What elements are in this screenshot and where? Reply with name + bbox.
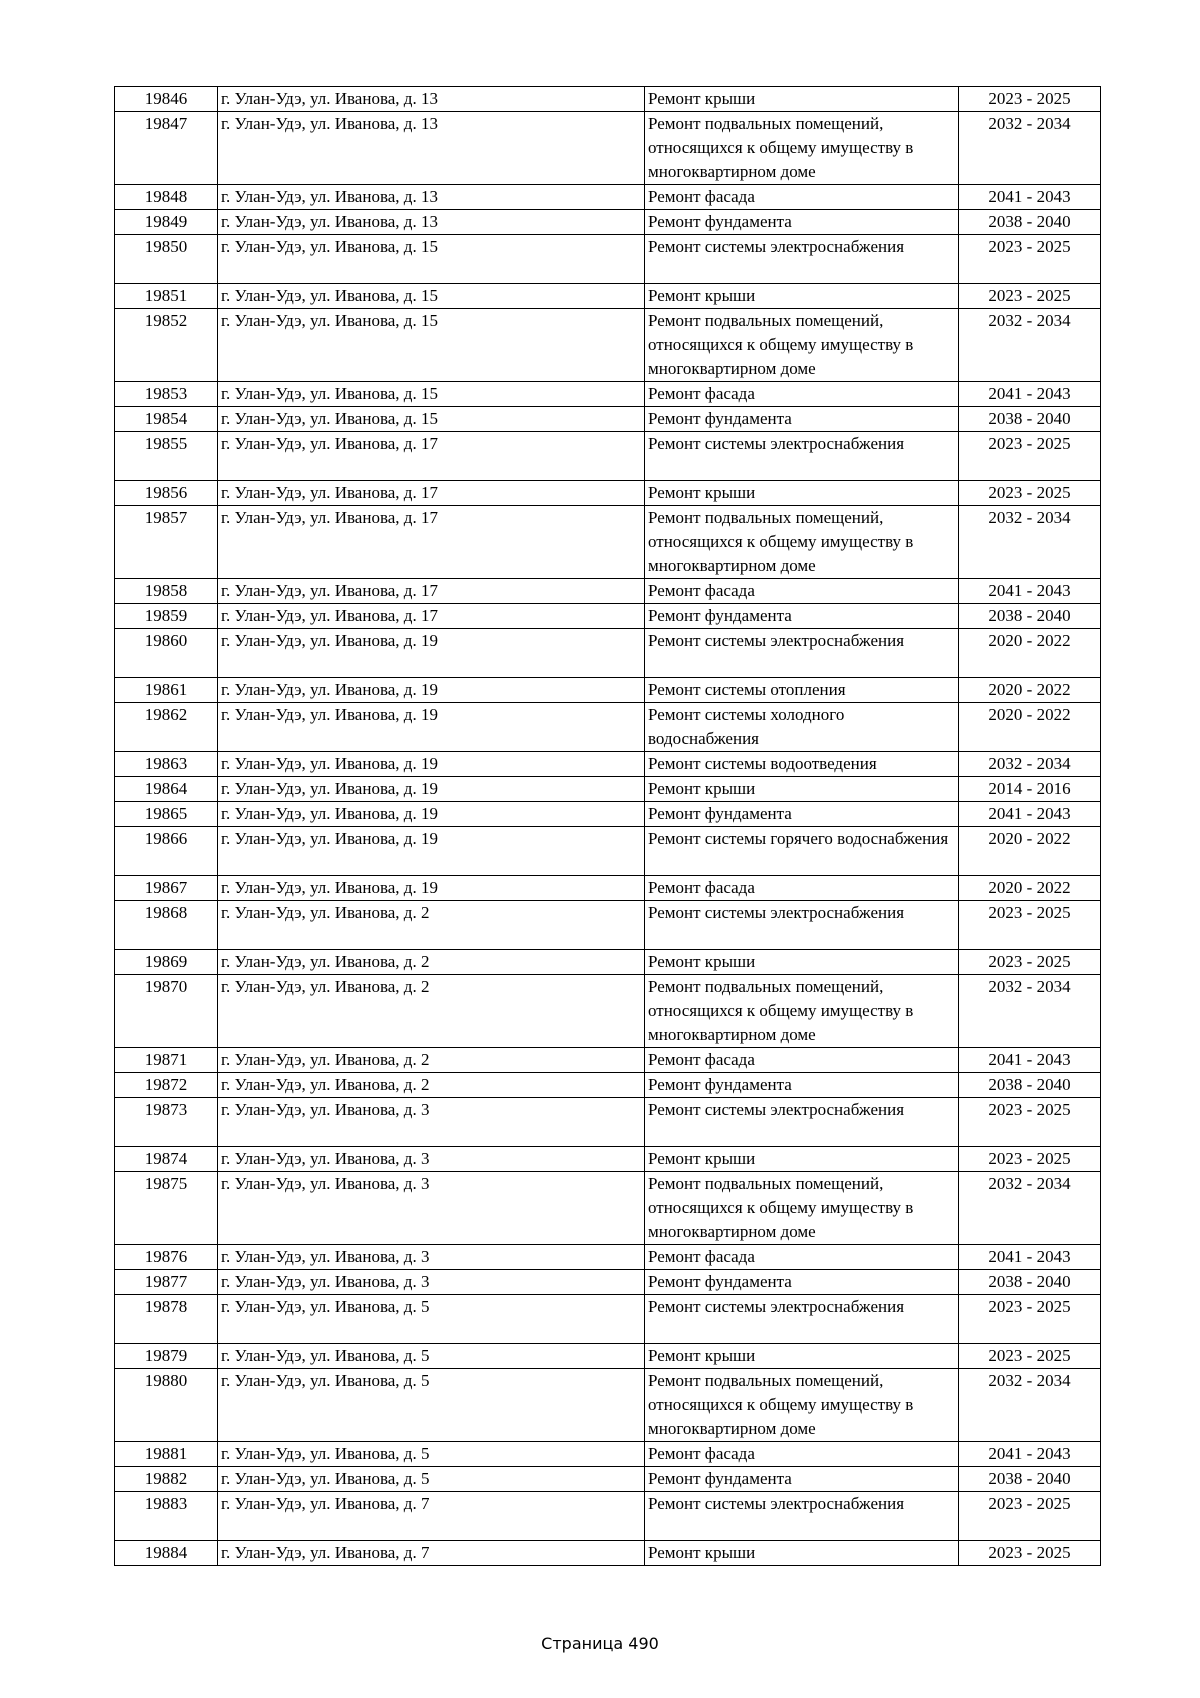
period-cell: 2023 - 2025 xyxy=(959,950,1101,975)
work-type-cell: Ремонт системы электроснабжения xyxy=(645,901,959,950)
table-row xyxy=(115,481,1101,506)
row-number-cell: 19861 xyxy=(115,678,218,703)
address-cell: г. Улан-Удэ, ул. Иванова, д. 15 xyxy=(218,284,645,309)
row-number-cell: 19848 xyxy=(115,185,218,210)
work-type-cell: Ремонт подвальных помещений, относящихся к общему имуществу в многоквартирном доме xyxy=(645,1369,959,1442)
row-number-cell: 19866 xyxy=(115,827,218,876)
row-number-cell: 19853 xyxy=(115,382,218,407)
period-cell: 2023 - 2025 xyxy=(959,1147,1101,1172)
row-number-cell: 19876 xyxy=(115,1245,218,1270)
address-cell: г. Улан-Удэ, ул. Иванова, д. 15 xyxy=(218,309,645,382)
work-type-cell: Ремонт системы холодного водоснабжения xyxy=(645,703,959,752)
work-type-cell: Ремонт системы электроснабжения xyxy=(645,432,959,481)
period-cell: 2041 - 2043 xyxy=(959,1048,1101,1073)
period-cell: 2023 - 2025 xyxy=(959,1295,1101,1344)
work-type-cell: Ремонт системы электроснабжения xyxy=(645,235,959,284)
work-type-cell: Ремонт крыши xyxy=(645,777,959,802)
table-row xyxy=(115,975,1101,1048)
table-row xyxy=(115,777,1101,802)
period-cell: 2023 - 2025 xyxy=(959,284,1101,309)
period-cell: 2023 - 2025 xyxy=(959,235,1101,284)
row-number-cell: 19846 xyxy=(115,87,218,112)
address-cell: г. Улан-Удэ, ул. Иванова, д. 15 xyxy=(218,235,645,284)
period-cell: 2032 - 2034 xyxy=(959,1172,1101,1245)
table-row xyxy=(115,432,1101,481)
table-row xyxy=(115,1492,1101,1541)
work-type-cell: Ремонт фасада xyxy=(645,185,959,210)
repair-schedule-table xyxy=(114,86,1101,1566)
address-cell: г. Улан-Удэ, ул. Иванова, д. 19 xyxy=(218,703,645,752)
work-type-cell: Ремонт крыши xyxy=(645,950,959,975)
row-number-cell: 19877 xyxy=(115,1270,218,1295)
work-type-cell: Ремонт фундамента xyxy=(645,802,959,827)
work-type-cell: Ремонт фасада xyxy=(645,1048,959,1073)
address-cell: г. Улан-Удэ, ул. Иванова, д. 7 xyxy=(218,1492,645,1541)
row-number-cell: 19857 xyxy=(115,506,218,579)
period-cell: 2038 - 2040 xyxy=(959,604,1101,629)
period-cell: 2020 - 2022 xyxy=(959,827,1101,876)
address-cell: г. Улан-Удэ, ул. Иванова, д. 3 xyxy=(218,1098,645,1147)
row-number-cell: 19873 xyxy=(115,1098,218,1147)
work-type-cell: Ремонт крыши xyxy=(645,1344,959,1369)
period-cell: 2032 - 2034 xyxy=(959,752,1101,777)
address-cell: г. Улан-Удэ, ул. Иванова, д. 13 xyxy=(218,87,645,112)
row-number-cell: 19874 xyxy=(115,1147,218,1172)
period-cell: 2032 - 2034 xyxy=(959,975,1101,1048)
address-cell: г. Улан-Удэ, ул. Иванова, д. 19 xyxy=(218,802,645,827)
table-row xyxy=(115,506,1101,579)
row-number-cell: 19854 xyxy=(115,407,218,432)
address-cell: г. Улан-Удэ, ул. Иванова, д. 5 xyxy=(218,1442,645,1467)
period-cell: 2038 - 2040 xyxy=(959,1467,1101,1492)
period-cell: 2041 - 2043 xyxy=(959,382,1101,407)
address-cell: г. Улан-Удэ, ул. Иванова, д. 19 xyxy=(218,876,645,901)
work-type-cell: Ремонт фасада xyxy=(645,579,959,604)
table-row xyxy=(115,802,1101,827)
row-number-cell: 19867 xyxy=(115,876,218,901)
table-row xyxy=(115,382,1101,407)
table-row xyxy=(115,1344,1101,1369)
address-cell: г. Улан-Удэ, ул. Иванова, д. 17 xyxy=(218,481,645,506)
row-number-cell: 19871 xyxy=(115,1048,218,1073)
address-cell: г. Улан-Удэ, ул. Иванова, д. 2 xyxy=(218,1073,645,1098)
work-type-cell: Ремонт подвальных помещений, относящихся к общему имуществу в многоквартирном доме xyxy=(645,975,959,1048)
table-row xyxy=(115,235,1101,284)
row-number-cell: 19865 xyxy=(115,802,218,827)
row-number-cell: 19849 xyxy=(115,210,218,235)
work-type-cell: Ремонт подвальных помещений, относящихся к общему имуществу в многоквартирном доме xyxy=(645,309,959,382)
table-row xyxy=(115,604,1101,629)
address-cell: г. Улан-Удэ, ул. Иванова, д. 2 xyxy=(218,950,645,975)
work-type-cell: Ремонт системы горячего водоснабжения xyxy=(645,827,959,876)
row-number-cell: 19856 xyxy=(115,481,218,506)
table-row xyxy=(115,112,1101,185)
period-cell: 2014 - 2016 xyxy=(959,777,1101,802)
period-cell: 2020 - 2022 xyxy=(959,876,1101,901)
period-cell: 2032 - 2034 xyxy=(959,506,1101,579)
work-type-cell: Ремонт крыши xyxy=(645,481,959,506)
work-type-cell: Ремонт фундамента xyxy=(645,210,959,235)
period-cell: 2020 - 2022 xyxy=(959,629,1101,678)
table-row xyxy=(115,1270,1101,1295)
address-cell: г. Улан-Удэ, ул. Иванова, д. 5 xyxy=(218,1295,645,1344)
period-cell: 2038 - 2040 xyxy=(959,407,1101,432)
row-number-cell: 19879 xyxy=(115,1344,218,1369)
address-cell: г. Улан-Удэ, ул. Иванова, д. 3 xyxy=(218,1270,645,1295)
table-row xyxy=(115,629,1101,678)
address-cell: г. Улан-Удэ, ул. Иванова, д. 2 xyxy=(218,975,645,1048)
period-cell: 2023 - 2025 xyxy=(959,1098,1101,1147)
address-cell: г. Улан-Удэ, ул. Иванова, д. 19 xyxy=(218,752,645,777)
period-cell: 2041 - 2043 xyxy=(959,1245,1101,1270)
address-cell: г. Улан-Удэ, ул. Иванова, д. 5 xyxy=(218,1344,645,1369)
table-row xyxy=(115,407,1101,432)
table-row xyxy=(115,1172,1101,1245)
work-type-cell: Ремонт подвальных помещений, относящихся к общему имуществу в многоквартирном доме xyxy=(645,112,959,185)
row-number-cell: 19869 xyxy=(115,950,218,975)
period-cell: 2032 - 2034 xyxy=(959,1369,1101,1442)
period-cell: 2041 - 2043 xyxy=(959,802,1101,827)
work-type-cell: Ремонт системы отопления xyxy=(645,678,959,703)
table-row xyxy=(115,1073,1101,1098)
address-cell: г. Улан-Удэ, ул. Иванова, д. 19 xyxy=(218,629,645,678)
work-type-cell: Ремонт крыши xyxy=(645,1147,959,1172)
table-row xyxy=(115,1369,1101,1442)
period-cell: 2032 - 2034 xyxy=(959,309,1101,382)
row-number-cell: 19883 xyxy=(115,1492,218,1541)
address-cell: г. Улан-Удэ, ул. Иванова, д. 15 xyxy=(218,407,645,432)
row-number-cell: 19882 xyxy=(115,1467,218,1492)
work-type-cell: Ремонт системы электроснабжения xyxy=(645,1492,959,1541)
address-cell: г. Улан-Удэ, ул. Иванова, д. 3 xyxy=(218,1245,645,1270)
table-row xyxy=(115,87,1101,112)
row-number-cell: 19851 xyxy=(115,284,218,309)
work-type-cell: Ремонт системы электроснабжения xyxy=(645,629,959,678)
row-number-cell: 19881 xyxy=(115,1442,218,1467)
period-cell: 2023 - 2025 xyxy=(959,1541,1101,1566)
address-cell: г. Улан-Удэ, ул. Иванова, д. 17 xyxy=(218,604,645,629)
row-number-cell: 19880 xyxy=(115,1369,218,1442)
table-row xyxy=(115,210,1101,235)
table-row xyxy=(115,901,1101,950)
period-cell: 2041 - 2043 xyxy=(959,579,1101,604)
work-type-cell: Ремонт фундамента xyxy=(645,1073,959,1098)
row-number-cell: 19862 xyxy=(115,703,218,752)
table-row xyxy=(115,1295,1101,1344)
address-cell: г. Улан-Удэ, ул. Иванова, д. 13 xyxy=(218,210,645,235)
period-cell: 2041 - 2043 xyxy=(959,1442,1101,1467)
period-cell: 2023 - 2025 xyxy=(959,432,1101,481)
row-number-cell: 19870 xyxy=(115,975,218,1048)
work-type-cell: Ремонт подвальных помещений, относящихся к общему имуществу в многоквартирном доме xyxy=(645,1172,959,1245)
address-cell: г. Улан-Удэ, ул. Иванова, д. 15 xyxy=(218,382,645,407)
row-number-cell: 19847 xyxy=(115,112,218,185)
row-number-cell: 19878 xyxy=(115,1295,218,1344)
address-cell: г. Улан-Удэ, ул. Иванова, д. 19 xyxy=(218,827,645,876)
work-type-cell: Ремонт фундамента xyxy=(645,604,959,629)
table-row xyxy=(115,185,1101,210)
work-type-cell: Ремонт системы электроснабжения xyxy=(645,1098,959,1147)
address-cell: г. Улан-Удэ, ул. Иванова, д. 3 xyxy=(218,1147,645,1172)
period-cell: 2023 - 2025 xyxy=(959,481,1101,506)
table-row xyxy=(115,827,1101,876)
address-cell: г. Улан-Удэ, ул. Иванова, д. 19 xyxy=(218,777,645,802)
period-cell: 2041 - 2043 xyxy=(959,185,1101,210)
row-number-cell: 19852 xyxy=(115,309,218,382)
address-cell: г. Улан-Удэ, ул. Иванова, д. 2 xyxy=(218,1048,645,1073)
table-row xyxy=(115,284,1101,309)
address-cell: г. Улан-Удэ, ул. Иванова, д. 7 xyxy=(218,1541,645,1566)
work-type-cell: Ремонт крыши xyxy=(645,87,959,112)
work-type-cell: Ремонт фундамента xyxy=(645,407,959,432)
period-cell: 2023 - 2025 xyxy=(959,901,1101,950)
period-cell: 2038 - 2040 xyxy=(959,210,1101,235)
work-type-cell: Ремонт фасада xyxy=(645,876,959,901)
row-number-cell: 19850 xyxy=(115,235,218,284)
period-cell: 2038 - 2040 xyxy=(959,1270,1101,1295)
table-row xyxy=(115,752,1101,777)
table-row xyxy=(115,876,1101,901)
row-number-cell: 19875 xyxy=(115,1172,218,1245)
period-cell: 2020 - 2022 xyxy=(959,703,1101,752)
table-row xyxy=(115,1245,1101,1270)
table-row xyxy=(115,1048,1101,1073)
address-cell: г. Улан-Удэ, ул. Иванова, д. 17 xyxy=(218,506,645,579)
row-number-cell: 19855 xyxy=(115,432,218,481)
address-cell: г. Улан-Удэ, ул. Иванова, д. 17 xyxy=(218,579,645,604)
table-row xyxy=(115,1541,1101,1566)
table-row xyxy=(115,950,1101,975)
address-cell: г. Улан-Удэ, ул. Иванова, д. 5 xyxy=(218,1467,645,1492)
work-type-cell: Ремонт системы водоотведения xyxy=(645,752,959,777)
row-number-cell: 19884 xyxy=(115,1541,218,1566)
work-type-cell: Ремонт подвальных помещений, относящихся к общему имуществу в многоквартирном доме xyxy=(645,506,959,579)
table-row xyxy=(115,678,1101,703)
work-type-cell: Ремонт фасада xyxy=(645,1442,959,1467)
address-cell: г. Улан-Удэ, ул. Иванова, д. 13 xyxy=(218,112,645,185)
address-cell: г. Улан-Удэ, ул. Иванова, д. 17 xyxy=(218,432,645,481)
table-row xyxy=(115,1442,1101,1467)
period-cell: 2020 - 2022 xyxy=(959,678,1101,703)
table-row xyxy=(115,1098,1101,1147)
table-row xyxy=(115,1467,1101,1492)
table-row xyxy=(115,703,1101,752)
row-number-cell: 19863 xyxy=(115,752,218,777)
table-row xyxy=(115,1147,1101,1172)
work-type-cell: Ремонт крыши xyxy=(645,1541,959,1566)
period-cell: 2023 - 2025 xyxy=(959,1492,1101,1541)
address-cell: г. Улан-Удэ, ул. Иванова, д. 5 xyxy=(218,1369,645,1442)
table-row xyxy=(115,309,1101,382)
address-cell: г. Улан-Удэ, ул. Иванова, д. 19 xyxy=(218,678,645,703)
table-body xyxy=(115,87,1101,1566)
row-number-cell: 19858 xyxy=(115,579,218,604)
row-number-cell: 19864 xyxy=(115,777,218,802)
period-cell: 2023 - 2025 xyxy=(959,87,1101,112)
table-row xyxy=(115,579,1101,604)
work-type-cell: Ремонт фундамента xyxy=(645,1270,959,1295)
page-number: Страница 490 xyxy=(541,1634,659,1653)
row-number-cell: 19868 xyxy=(115,901,218,950)
period-cell: 2038 - 2040 xyxy=(959,1073,1101,1098)
address-cell: г. Улан-Удэ, ул. Иванова, д. 3 xyxy=(218,1172,645,1245)
address-cell: г. Улан-Удэ, ул. Иванова, д. 13 xyxy=(218,185,645,210)
work-type-cell: Ремонт фасада xyxy=(645,1245,959,1270)
work-type-cell: Ремонт крыши xyxy=(645,284,959,309)
row-number-cell: 19859 xyxy=(115,604,218,629)
period-cell: 2032 - 2034 xyxy=(959,112,1101,185)
row-number-cell: 19860 xyxy=(115,629,218,678)
row-number-cell: 19872 xyxy=(115,1073,218,1098)
work-type-cell: Ремонт фундамента xyxy=(645,1467,959,1492)
work-type-cell: Ремонт системы электроснабжения xyxy=(645,1295,959,1344)
work-type-cell: Ремонт фасада xyxy=(645,382,959,407)
period-cell: 2023 - 2025 xyxy=(959,1344,1101,1369)
address-cell: г. Улан-Удэ, ул. Иванова, д. 2 xyxy=(218,901,645,950)
